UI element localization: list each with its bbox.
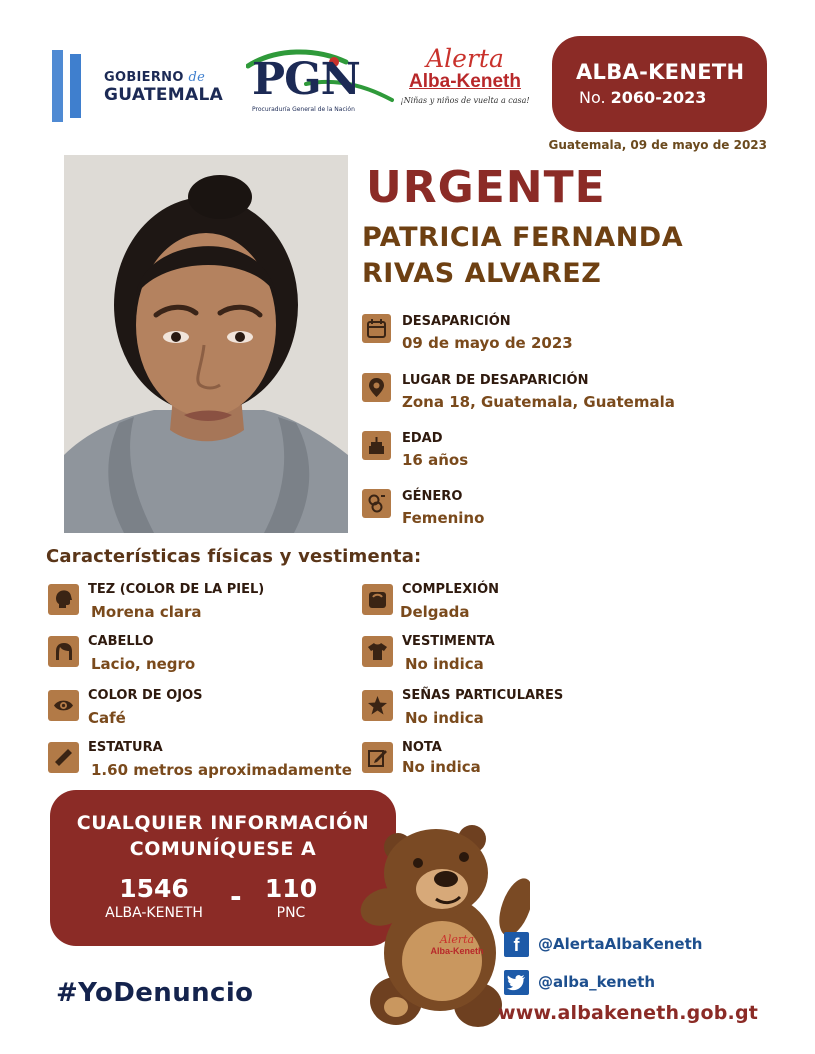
twitter-icon xyxy=(504,970,529,995)
char-value: No indica xyxy=(405,709,484,727)
website-link[interactable]: www.albakeneth.gob.gt xyxy=(498,1002,759,1024)
case-prefix: No. xyxy=(579,88,606,107)
case-number-badge xyxy=(552,36,767,132)
twitter-handle[interactable]: @alba_keneth xyxy=(538,973,656,991)
info-value: 09 de mayo de 2023 xyxy=(402,334,573,352)
char-value: No indica xyxy=(402,758,481,776)
char-value: No indica xyxy=(405,655,484,673)
bear-badge-word: Alerta xyxy=(439,933,475,946)
ruler-icon xyxy=(48,742,79,773)
cake-icon xyxy=(362,431,391,460)
info-value: 16 años xyxy=(402,451,469,469)
info-label: GÉNERO xyxy=(402,489,463,504)
hashtag: #YoDenuncio xyxy=(56,978,254,1008)
star-icon xyxy=(362,690,393,721)
issue-date: Guatemala, 09 de mayo de 2023 xyxy=(548,138,767,152)
urgency-heading: URGENTE xyxy=(366,162,606,213)
location-pin-icon xyxy=(362,373,391,402)
missing-person-photo xyxy=(64,155,348,533)
pgn-logo xyxy=(246,46,394,118)
char-label: SEÑAS PARTICULARES xyxy=(402,688,564,703)
name-line-2: RIVAS ALVAREZ xyxy=(362,258,602,289)
alerta-tagline: ¡Niñas y niños de vuelta a casa! xyxy=(400,96,530,105)
info-value: Zona 18, Guatemala, Guatemala xyxy=(402,393,675,411)
gobierno-label: GOBIERNO xyxy=(104,70,184,85)
phone-pnc-label: PNC xyxy=(276,905,306,921)
gobierno-bars-icon xyxy=(52,50,92,122)
facebook-handle[interactable]: @AlertaAlbaKeneth xyxy=(538,935,703,953)
phone-pnc[interactable]: 110 xyxy=(264,874,318,903)
contact-line-1: CUALQUIER INFORMACIÓN xyxy=(76,812,370,834)
eye-icon xyxy=(48,690,79,721)
name-line-1: PATRICIA FERNANDA xyxy=(362,222,684,253)
pgn-subtitle: Procuraduría General de la Nación xyxy=(252,106,355,113)
char-value: Café xyxy=(88,709,126,727)
char-label: ESTATURA xyxy=(88,740,163,755)
info-label: DESAPARICIÓN xyxy=(402,314,511,329)
case-number: 2060-2023 xyxy=(610,88,707,107)
phone-alba-keneth[interactable]: 1546 xyxy=(119,874,189,903)
pgn-letters: PGN xyxy=(252,54,360,105)
case-title: ALBA-KENETH xyxy=(576,60,745,84)
alerta-name: Alba-Keneth xyxy=(409,71,521,92)
facebook-icon: f xyxy=(504,932,529,957)
char-label: COMPLEXIÓN xyxy=(402,582,500,597)
char-value: 1.60 metros aproximadamente xyxy=(91,761,352,779)
calendar-icon xyxy=(362,314,391,343)
head-profile-icon xyxy=(48,584,79,615)
char-value: Morena clara xyxy=(91,603,202,621)
contact-line-2: COMUNÍQUESE A xyxy=(129,838,317,860)
guatemala-label: GUATEMALA xyxy=(104,85,224,105)
gobierno-guatemala-logo xyxy=(52,50,232,122)
scale-icon xyxy=(362,584,393,615)
shirt-icon xyxy=(362,636,393,667)
contact-info-box xyxy=(50,790,396,946)
char-label: COLOR DE OJOS xyxy=(88,688,203,703)
info-label: LUGAR DE DESAPARICIÓN xyxy=(402,373,589,388)
bear-badge-name: Alba-Keneth xyxy=(430,946,484,956)
char-label: CABELLO xyxy=(88,634,154,649)
char-value: Delgada xyxy=(400,603,470,621)
hair-icon xyxy=(48,636,79,667)
info-label: EDAD xyxy=(402,431,443,446)
char-label: NOTA xyxy=(402,740,442,755)
phone-alba-keneth-label: ALBA-KENETH xyxy=(105,905,203,921)
char-label: VESTIMENTA xyxy=(402,634,495,649)
missing-person-name xyxy=(362,220,683,292)
characteristics-title: Características físicas y vestimenta: xyxy=(46,546,422,567)
alerta-word: Alerta xyxy=(426,44,504,73)
char-label: TEZ (COLOR DE LA PIEL) xyxy=(88,582,265,597)
note-edit-icon xyxy=(362,742,393,773)
info-value: Femenino xyxy=(402,509,485,527)
gender-icon xyxy=(362,489,391,518)
bear-badge xyxy=(422,933,492,956)
alerta-alba-keneth-logo xyxy=(398,46,532,118)
phone-separator: - xyxy=(230,880,242,913)
char-value: Lacio, negro xyxy=(91,655,196,673)
gobierno-de: de xyxy=(188,70,206,85)
